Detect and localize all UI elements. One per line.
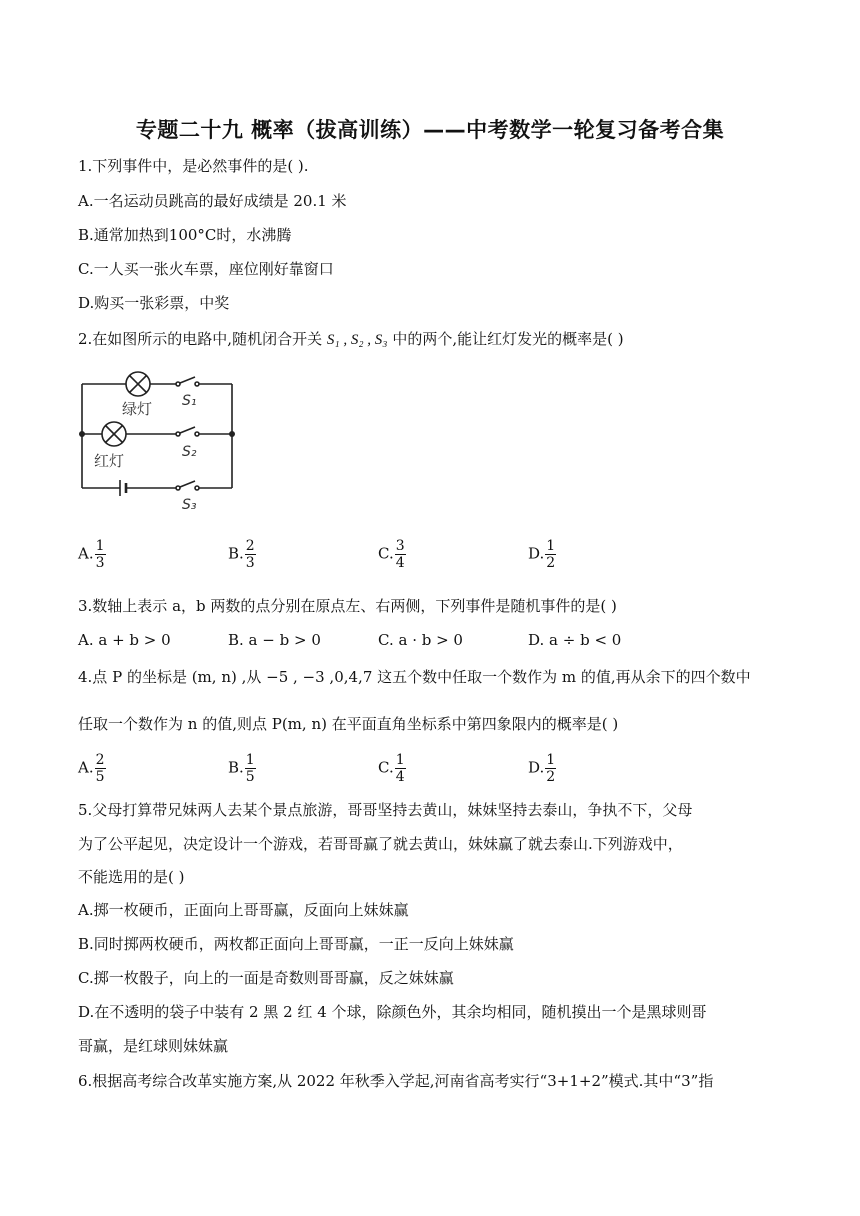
q3-stem: 3.数轴上表示 a，b 两数的点分别在原点左、右两侧，下列事件是随机事件的是( ) — [78, 597, 617, 615]
q4-option-c — [378, 752, 406, 785]
q5-stem-line3: 不能选用的是( ) — [78, 868, 185, 886]
denominator: 5 — [245, 769, 255, 785]
fraction — [545, 752, 556, 785]
q5-option-d-line1: D.在不透明的袋子中装有 2 黑 2 红 4 个球，除颜色外，其余均相同，随机摸出一个是黑球则哥 — [78, 1003, 707, 1021]
denominator: 4 — [395, 555, 405, 571]
option-letter: D. — [528, 544, 545, 563]
option-letter: B. — [228, 544, 244, 563]
q3-option-d: D. a ÷ b < 0 — [528, 631, 622, 649]
q2-option-a — [78, 538, 106, 571]
denominator: 5 — [95, 769, 105, 785]
q1-option-c: C.一人买一张火车票，座位刚好靠窗口 — [78, 260, 334, 278]
numerator: 1 — [95, 538, 105, 554]
q2-option-b — [228, 538, 256, 571]
option-letter: B. — [228, 758, 244, 777]
numerator: 1 — [395, 752, 405, 768]
q2-option-c — [378, 538, 406, 571]
q2-option-d — [528, 538, 556, 571]
fraction — [95, 538, 106, 571]
numerator: 1 — [546, 752, 556, 768]
q3-option-b: B. a − b > 0 — [228, 631, 321, 649]
switch-s2-label: S₂ — [182, 444, 197, 460]
q2-stem — [78, 329, 624, 350]
numerator: 1 — [245, 752, 255, 768]
denominator: 3 — [245, 555, 255, 571]
denominator: 2 — [546, 769, 556, 785]
fraction — [545, 538, 556, 571]
option-letter: D. — [528, 758, 545, 777]
red-lamp-label: 红灯 — [94, 452, 125, 470]
q3-option-a: A. a + b > 0 — [78, 631, 171, 649]
q5-option-d-line2: 哥赢，是红球则妹妹赢 — [78, 1037, 229, 1055]
numerator: 2 — [245, 538, 255, 554]
fraction — [245, 538, 256, 571]
denominator: 3 — [95, 555, 105, 571]
q4-option-d — [528, 752, 556, 785]
option-letter: A. — [78, 758, 94, 777]
q1-option-b: B.通常加热到100°C时，水沸腾 — [78, 226, 292, 244]
option-letter: C. — [378, 758, 394, 777]
q1-stem: 1.下列事件中，是必然事件的是( ). — [78, 157, 309, 175]
q4-option-b — [228, 752, 256, 785]
q5-option-b: B.同时掷两枚硬币，两枚都正面向上哥哥赢，一正一反向上妹妹赢 — [78, 935, 514, 953]
fraction — [95, 752, 106, 785]
option-letter: A. — [78, 544, 94, 563]
page-title: 专题二十九 概率（拔高训练）——中考数学一轮复习备考合集 — [135, 118, 725, 142]
denominator: 4 — [395, 769, 405, 785]
fraction — [395, 538, 406, 571]
fraction — [245, 752, 256, 785]
fraction — [395, 752, 406, 785]
q5-stem-line2: 为了公平起见，决定设计一个游戏，若哥哥赢了就去黄山，妹妹赢了就去泰山.下列游戏中， — [78, 835, 683, 853]
q3-option-c: C. a · b > 0 — [378, 631, 463, 649]
switch-s1-label: S₁ — [182, 393, 197, 409]
q4-stem-line1: 4.点 P 的坐标是 (m, n) ,从 −5 , −3 ,0,4,7 这五个数中任取一个数作为 m 的值,再从余下的四个数中 — [78, 668, 751, 686]
q5-option-a: A.掷一枚硬币，正面向上哥哥赢，反面向上妹妹赢 — [78, 901, 409, 919]
denominator: 2 — [546, 555, 556, 571]
q1-option-d: D.购买一张彩票，中奖 — [78, 294, 230, 312]
q2-stem-prefix: 2.在如图所示的电路中,随机闭合开关 — [78, 330, 323, 348]
q5-option-c: C.掷一枚骰子，向上的一面是奇数则哥哥赢，反之妹妹赢 — [78, 969, 454, 987]
q2-stem-switches: S₁ , S₂ , S₃ — [326, 332, 388, 348]
circuit-diagram — [70, 368, 245, 518]
numerator: 2 — [95, 752, 105, 768]
switch-s3-label: S₃ — [182, 497, 197, 513]
green-lamp-label: 绿灯 — [122, 400, 153, 418]
q4-option-a — [78, 752, 106, 785]
q1-option-a: A.一名运动员跳高的最好成绩是 20.1 米 — [78, 192, 347, 210]
numerator: 1 — [546, 538, 556, 554]
q5-stem-line1: 5.父母打算带兄妹两人去某个景点旅游，哥哥坚持去黄山，妹妹坚持去泰山，争执不下，父母 — [78, 801, 693, 819]
option-letter: C. — [378, 544, 394, 563]
q6-stem-line1: 6.根据高考综合改革实施方案,从 2022 年秋季入学起,河南省高考实行“3+1+2”模式.其中“3”指 — [78, 1072, 714, 1090]
numerator: 3 — [395, 538, 405, 554]
q4-stem-line2: 任取一个数作为 n 的值,则点 P(m, n) 在平面直角坐标系中第四象限内的概率是( ) — [78, 715, 619, 733]
q2-stem-suffix: 中的两个,能让红灯发光的概率是( ) — [392, 330, 624, 348]
